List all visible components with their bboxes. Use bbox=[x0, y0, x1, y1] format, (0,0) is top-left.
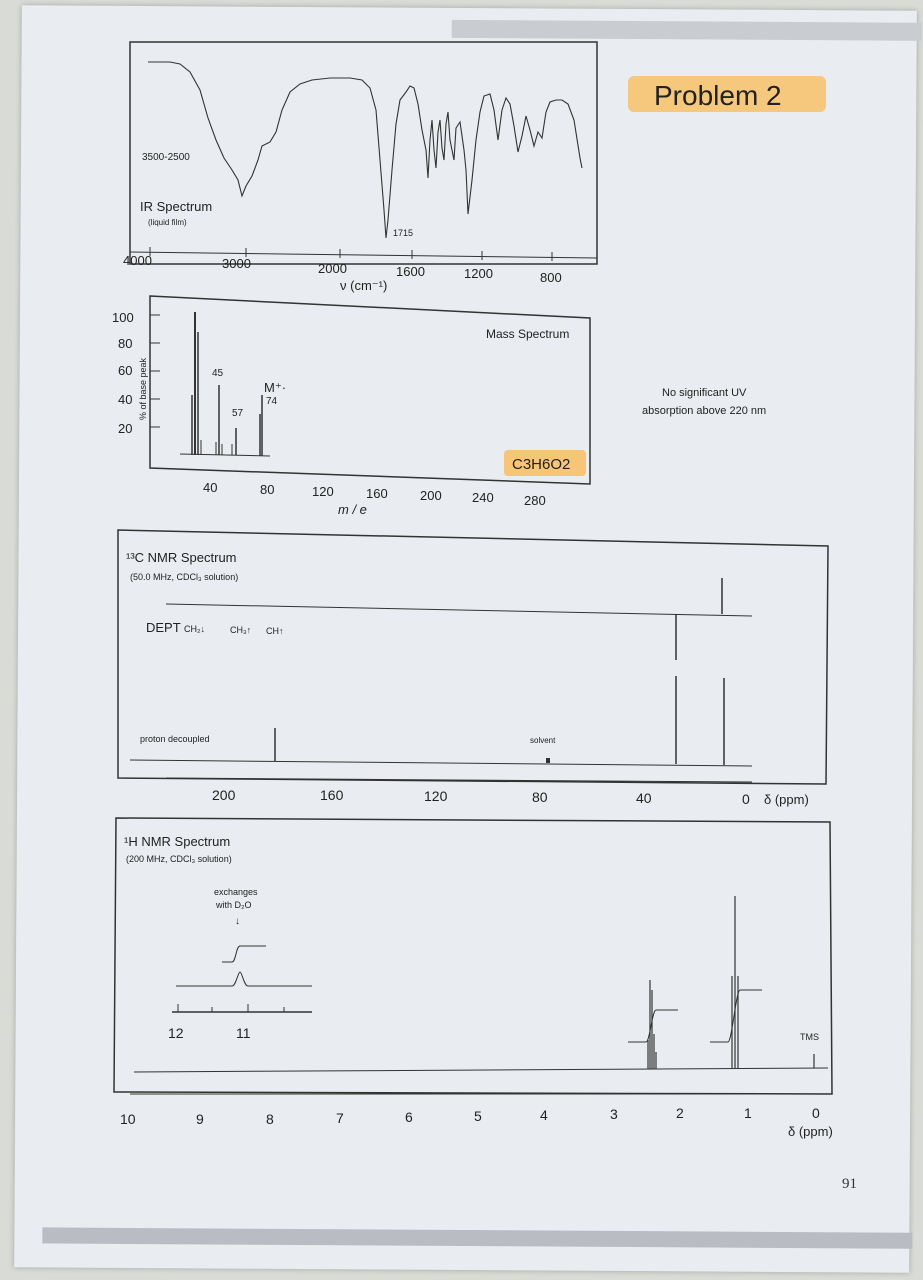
ms-mol-ion: M⁺· bbox=[264, 380, 287, 395]
ms-xtick-80: 80 bbox=[260, 482, 275, 497]
h1-exchange-line2: with D₂O bbox=[216, 900, 252, 910]
inset-tick-11: 11 bbox=[236, 1025, 251, 1041]
h1-xtick-2: 2 bbox=[676, 1105, 684, 1121]
ms-xtick-40: 40 bbox=[203, 480, 218, 495]
h1-quartet-integral bbox=[628, 1010, 678, 1042]
c13-panel bbox=[118, 530, 828, 807]
c13-xunit: δ (ppm) bbox=[764, 792, 809, 807]
ir-tick-1200: 1200 bbox=[464, 266, 493, 281]
ms-ytick-20: 20 bbox=[118, 421, 133, 436]
h1-quartet bbox=[648, 980, 656, 1069]
h1-xtick-1: 1 bbox=[744, 1105, 752, 1121]
c13-title: ¹³C NMR Spectrum bbox=[126, 550, 237, 565]
ir-tick-2000: 2000 bbox=[318, 261, 347, 276]
ir-frame bbox=[130, 42, 597, 264]
ms-ytick-60: 60 bbox=[118, 363, 133, 378]
inset-integral bbox=[222, 946, 266, 962]
decoupled-baseline bbox=[130, 760, 752, 766]
h1-xtick-8: 8 bbox=[266, 1111, 274, 1127]
h1-xtick-5: 5 bbox=[474, 1108, 482, 1124]
inset-tick-12: 12 bbox=[168, 1025, 184, 1041]
h1-xtick-4: 4 bbox=[540, 1107, 548, 1123]
h1-xunit: δ (ppm) bbox=[788, 1124, 833, 1139]
h1-xtick-9: 9 bbox=[196, 1111, 204, 1127]
ms-ylabel: % of base peak bbox=[138, 357, 148, 420]
ir-subtitle: (liquid film) bbox=[148, 218, 187, 227]
h1-panel bbox=[114, 818, 833, 1139]
c13-xtick-120: 120 bbox=[424, 788, 448, 804]
h1-xtick-6: 6 bbox=[405, 1109, 413, 1125]
uv-note-line1: No significant UV bbox=[662, 387, 747, 399]
c13-frame bbox=[118, 530, 828, 784]
c13-xtick-160: 160 bbox=[320, 787, 344, 803]
ir-peak-label: 1715 bbox=[393, 228, 414, 238]
h1-baseline bbox=[134, 1068, 828, 1072]
c13-xtick-0: 0 bbox=[742, 791, 750, 807]
ir-tick-1600: 1600 bbox=[396, 264, 425, 279]
h1-xtick-10: 10 bbox=[120, 1111, 136, 1127]
problem-title: Problem 2 bbox=[654, 80, 782, 111]
ms-ytick-40: 40 bbox=[118, 392, 133, 407]
dept-key-ch: CH↑ bbox=[266, 626, 284, 636]
ms-ytick-80: 80 bbox=[118, 336, 133, 351]
ir-axis bbox=[130, 252, 597, 258]
c13-solvent-peak bbox=[546, 758, 550, 763]
c13-xtick-200: 200 bbox=[212, 787, 236, 803]
ms-panel bbox=[112, 296, 590, 517]
h1-tms-label: TMS bbox=[800, 1032, 819, 1042]
ir-tick-3000: 3000 bbox=[222, 256, 251, 271]
c13-decoupled-label: proton decoupled bbox=[140, 734, 210, 744]
h1-title: ¹H NMR Spectrum bbox=[124, 834, 231, 849]
h1-xtick-7: 7 bbox=[336, 1110, 344, 1126]
uv-note-line2: absorption above 220 nm bbox=[642, 405, 767, 417]
dept-baseline bbox=[166, 604, 752, 616]
ms-xtick-200: 200 bbox=[420, 488, 442, 503]
h1-triplet bbox=[732, 896, 738, 1068]
ms-xlabel: m / e bbox=[338, 502, 367, 517]
ir-trace bbox=[148, 62, 582, 238]
ir-panel bbox=[123, 42, 597, 293]
c13-solvent-label: solvent bbox=[530, 736, 556, 745]
ms-peak-74: 74 bbox=[266, 396, 278, 407]
ms-xtick-160: 160 bbox=[366, 486, 388, 501]
inset-acid-peak bbox=[176, 972, 312, 986]
h1-xtick-0: 0 bbox=[812, 1105, 820, 1121]
ms-xtick-240: 240 bbox=[472, 490, 494, 505]
ms-xtick-280: 280 bbox=[524, 493, 546, 508]
ms-ytick-100: 100 bbox=[112, 310, 134, 325]
ms-peak-45: 45 bbox=[212, 368, 224, 379]
ir-tick-800: 800 bbox=[540, 270, 562, 285]
c13-xtick-40: 40 bbox=[636, 790, 652, 806]
dept-label: DEPT bbox=[146, 620, 181, 635]
ir-broad-label: 3500-2500 bbox=[142, 152, 190, 163]
h1-triplet-integral bbox=[710, 990, 762, 1042]
ir-title: IR Spectrum bbox=[140, 199, 213, 214]
ir-xlabel: ν (cm⁻¹) bbox=[340, 278, 388, 293]
exchange-arrow-icon: ↓ bbox=[235, 916, 240, 927]
dept-key-ch3: CH₃↑ bbox=[230, 625, 252, 635]
c13-subtitle: (50.0 MHz, CDCl₃ solution) bbox=[130, 572, 239, 582]
ms-xtick-120: 120 bbox=[312, 484, 334, 499]
c13-xtick-80: 80 bbox=[532, 789, 548, 805]
ir-tick-4000: 4000 bbox=[123, 253, 152, 268]
formula: C3H6O2 bbox=[512, 456, 571, 473]
page-number: 91 bbox=[842, 1176, 857, 1192]
ms-peak-57: 57 bbox=[232, 408, 244, 419]
h1-xtick-3: 3 bbox=[610, 1106, 618, 1122]
dept-key-ch2: CH₂↓ bbox=[184, 624, 205, 634]
h1-exchange-line1: exchanges bbox=[214, 887, 258, 897]
ms-title: Mass Spectrum bbox=[486, 327, 570, 341]
h1-subtitle: (200 MHz, CDCl₃ solution) bbox=[126, 854, 232, 864]
